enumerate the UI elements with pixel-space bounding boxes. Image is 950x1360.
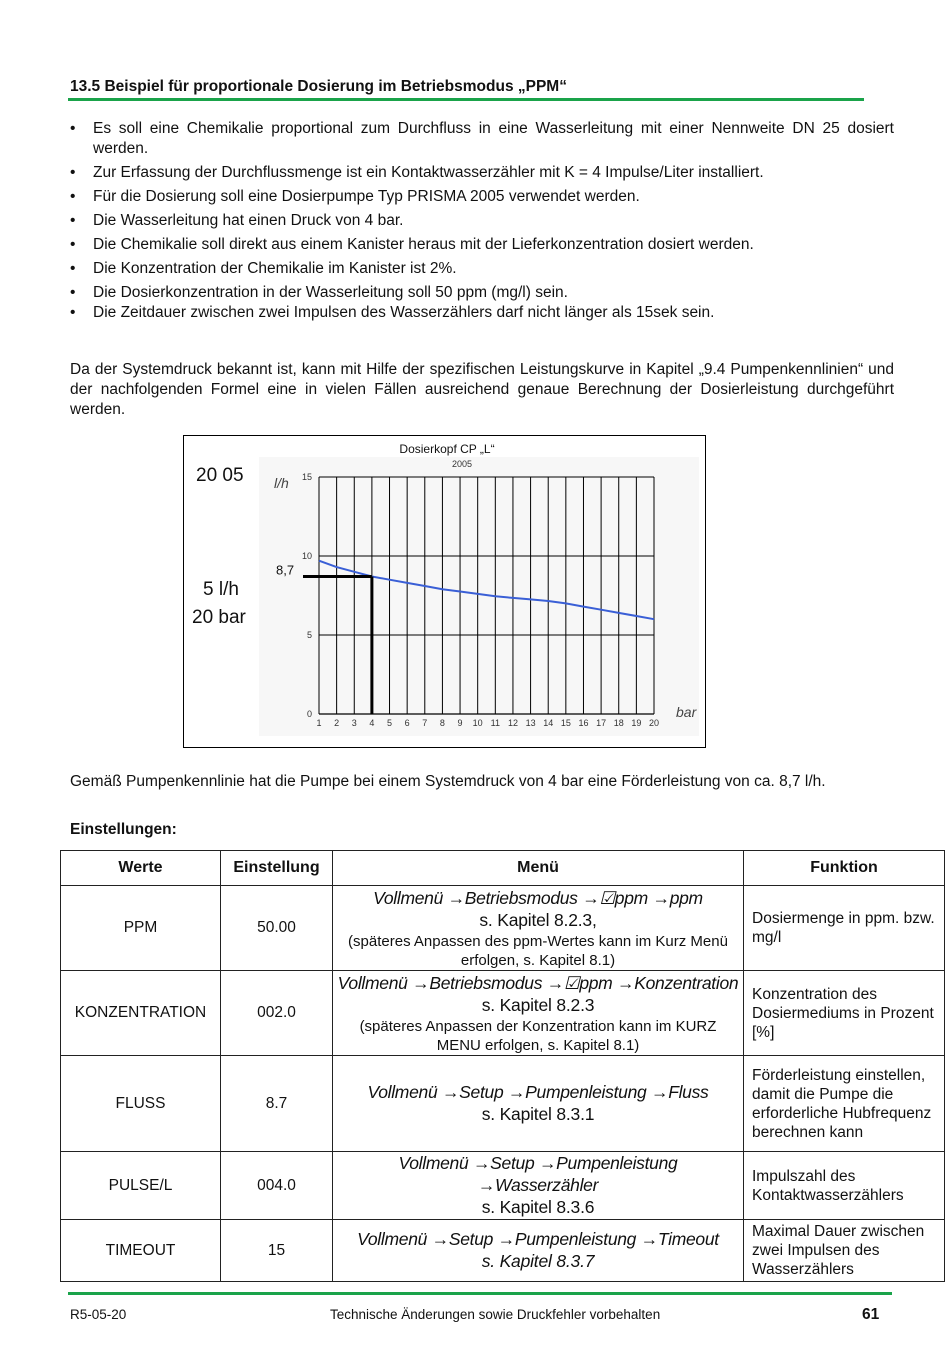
function-cell: Dosiermenge in ppm. bzw. mg/l <box>744 886 945 971</box>
menu-cell <box>333 1152 744 1220</box>
section-heading: 13.5 Beispiel für proportionale Dosierung im Betriebsmodus „PPM“ <box>70 78 567 95</box>
value-cell: FLUSS <box>61 1056 221 1152</box>
y-tick-label: 10 <box>301 551 312 561</box>
list-item: • Die Chemikalie soll direkt aus einem Kanister heraus mit der Lieferkonzentration dosiert werden. <box>70 235 894 255</box>
list-item: • Die Zeitdauer zwischen zwei Impulsen des Wasserzählers darf nicht länger als 15sek sein. <box>70 303 894 323</box>
x-tick-label: 20 <box>648 718 660 728</box>
function-cell: Maximal Dauer zwischen zwei Impulsen des Wasserzählers <box>744 1220 945 1282</box>
chart-subtitle: 2005 <box>451 459 473 469</box>
column-header: Menü <box>333 851 744 886</box>
settings-table <box>60 850 945 1282</box>
menu-path: Vollmenü →Betriebsmodus →☑ppm →Konzentration <box>337 972 739 993</box>
column-header: Einstellung <box>221 851 333 886</box>
annotation-label: 8,7 <box>276 562 295 578</box>
menu-path: Vollmenü →Setup →Pumpenleistung →Timeout <box>357 1229 719 1249</box>
intro-paragraph: Da der Systemdruck bekannt ist, kann mit Hilfe der spezifischen Leistungskurve in Kapitel „9.4 Pumpenkennlinien“ und der nachfolgenden Formel eine in vielen Fällen ausreichend genaue Berechnung der Dosierleistung durchgeführt werden. <box>70 361 894 418</box>
value-cell: PULSE/L <box>61 1152 221 1220</box>
list-item: • Die Konzentration der Chemikalie im Kanister ist 2%. <box>70 259 894 279</box>
menu-reference: s. Kapitel 8.2.3, <box>479 909 597 930</box>
heading-rule <box>68 98 864 101</box>
x-tick-label: 3 <box>351 718 357 728</box>
table-header-row <box>61 851 945 886</box>
value-cell: KONZENTRATION <box>61 971 221 1056</box>
column-header: Funktion <box>744 851 945 886</box>
x-tick-label: 15 <box>560 718 571 728</box>
chart-canvas <box>184 436 704 746</box>
x-axis-label: bar <box>676 704 697 720</box>
table-row <box>61 971 945 1056</box>
setting-cell: 004.0 <box>221 1152 333 1220</box>
list-item: • Die Wasserleitung hat einen Druck von 4 bar. <box>70 211 894 231</box>
footer-doc-code: R5-05-20 <box>70 1307 127 1322</box>
y-tick-label: 0 <box>306 709 312 719</box>
bullet-list <box>70 119 894 327</box>
pump-curve-chart <box>183 435 706 748</box>
function-cell: Förderleistung einstellen, damit die Pumpe die erforderliche Hubfrequenz berechnen kann <box>744 1056 945 1152</box>
menu-path: Vollmenü →Betriebsmodus →☑ppm →ppm <box>373 887 703 908</box>
x-tick-label: 16 <box>578 718 589 728</box>
x-tick-label: 12 <box>507 718 518 728</box>
pump-model-label: 20 05 <box>196 465 244 486</box>
menu-cell <box>333 1220 744 1282</box>
list-item: • Für die Dosierung soll eine Dosierpumpe Typ PRISMA 2005 verwendet werden. <box>70 187 894 207</box>
menu-note: (späteres Anpassen des ppm-Wertes kann im Kurz Menü erfolgen, s. Kapitel 8.1) <box>348 932 728 969</box>
footer-rule <box>68 1292 892 1295</box>
menu-cell <box>333 886 744 971</box>
x-tick-label: 5 <box>387 718 393 728</box>
flow-rating-label: 5 l/h <box>203 579 239 600</box>
x-tick-label: 2 <box>334 718 340 728</box>
value-cell: TIMEOUT <box>61 1220 221 1282</box>
menu-path: Vollmenü →Setup →Pumpenleistung →Wasserzähler <box>398 1153 678 1195</box>
plot-background <box>259 457 699 736</box>
chart-title: Dosierkopf CP „L“ <box>399 442 495 456</box>
x-tick-label: 19 <box>631 718 642 728</box>
x-tick-label: 9 <box>457 718 463 728</box>
x-tick-label: 17 <box>596 718 607 728</box>
x-tick-label: 11 <box>490 718 500 728</box>
x-tick-label: 10 <box>472 718 483 728</box>
setting-cell: 8.7 <box>221 1056 333 1152</box>
value-cell: PPM <box>61 886 221 971</box>
menu-reference: s. Kapitel 8.2.3 <box>481 994 595 1015</box>
settings-title: Einstellungen: <box>70 821 177 838</box>
y-tick-label: 15 <box>301 472 312 482</box>
menu-cell <box>333 1056 744 1152</box>
function-cell: Konzentration des Dosiermediums in Prozent [%] <box>744 971 945 1056</box>
function-cell: Impulszahl des Kontaktwasserzählers <box>744 1152 945 1220</box>
page-number: 61 <box>862 1306 880 1323</box>
setting-cell: 002.0 <box>221 971 333 1056</box>
setting-cell: 50.00 <box>221 886 333 971</box>
table-row <box>61 1056 945 1152</box>
list-item: • Die Dosierkonzentration in der Wasserleitung soll 50 ppm (mg/l) sein. <box>70 283 894 303</box>
x-tick-label: 4 <box>369 718 375 728</box>
x-tick-label: 1 <box>316 718 322 728</box>
table-row <box>61 1152 945 1220</box>
footer-notice: Technische Änderungen sowie Druckfehler vorbehalten <box>330 1307 661 1322</box>
list-item: • Zur Erfassung der Durchflussmenge ist ein Kontaktwasserzähler mit K = 4 Impulse/Liter installiert. <box>70 163 894 183</box>
x-tick-label: 7 <box>422 718 428 728</box>
menu-reference: s. Kapitel 8.3.6 <box>481 1197 595 1217</box>
x-tick-label: 14 <box>543 718 554 728</box>
column-header: Werte <box>61 851 221 886</box>
table-row <box>61 886 945 971</box>
menu-reference: s. Kapitel 8.3.7 <box>481 1251 595 1271</box>
table-row <box>61 1220 945 1282</box>
x-tick-label: 18 <box>613 718 624 728</box>
setting-cell: 15 <box>221 1220 333 1282</box>
menu-cell <box>333 971 744 1056</box>
menu-path: Vollmenü →Setup →Pumpenleistung →Fluss <box>367 1082 709 1102</box>
list-item: • Es soll eine Chemikalie proportional zum Durchfluss in eine Wasserleitung mit einer Nennweite DN 25 dosiert werden. <box>70 119 894 159</box>
pressure-rating-label: 20 bar <box>192 607 246 628</box>
result-paragraph: Gemäß Pumpenkennlinie hat die Pumpe bei einem Systemdruck von 4 bar eine Förderleistung von ca. 8,7 l/h. <box>70 773 826 790</box>
x-tick-label: 13 <box>525 718 536 728</box>
x-tick-label: 6 <box>404 718 410 728</box>
x-tick-label: 8 <box>439 718 445 728</box>
menu-note: (späteres Anpassen der Konzentration kann im KURZ MENU erfolgen, s. Kapitel 8.1) <box>359 1017 717 1054</box>
y-axis-label: l/h <box>274 475 289 491</box>
menu-reference: s. Kapitel 8.3.1 <box>481 1104 595 1124</box>
y-tick-label: 5 <box>306 630 312 640</box>
